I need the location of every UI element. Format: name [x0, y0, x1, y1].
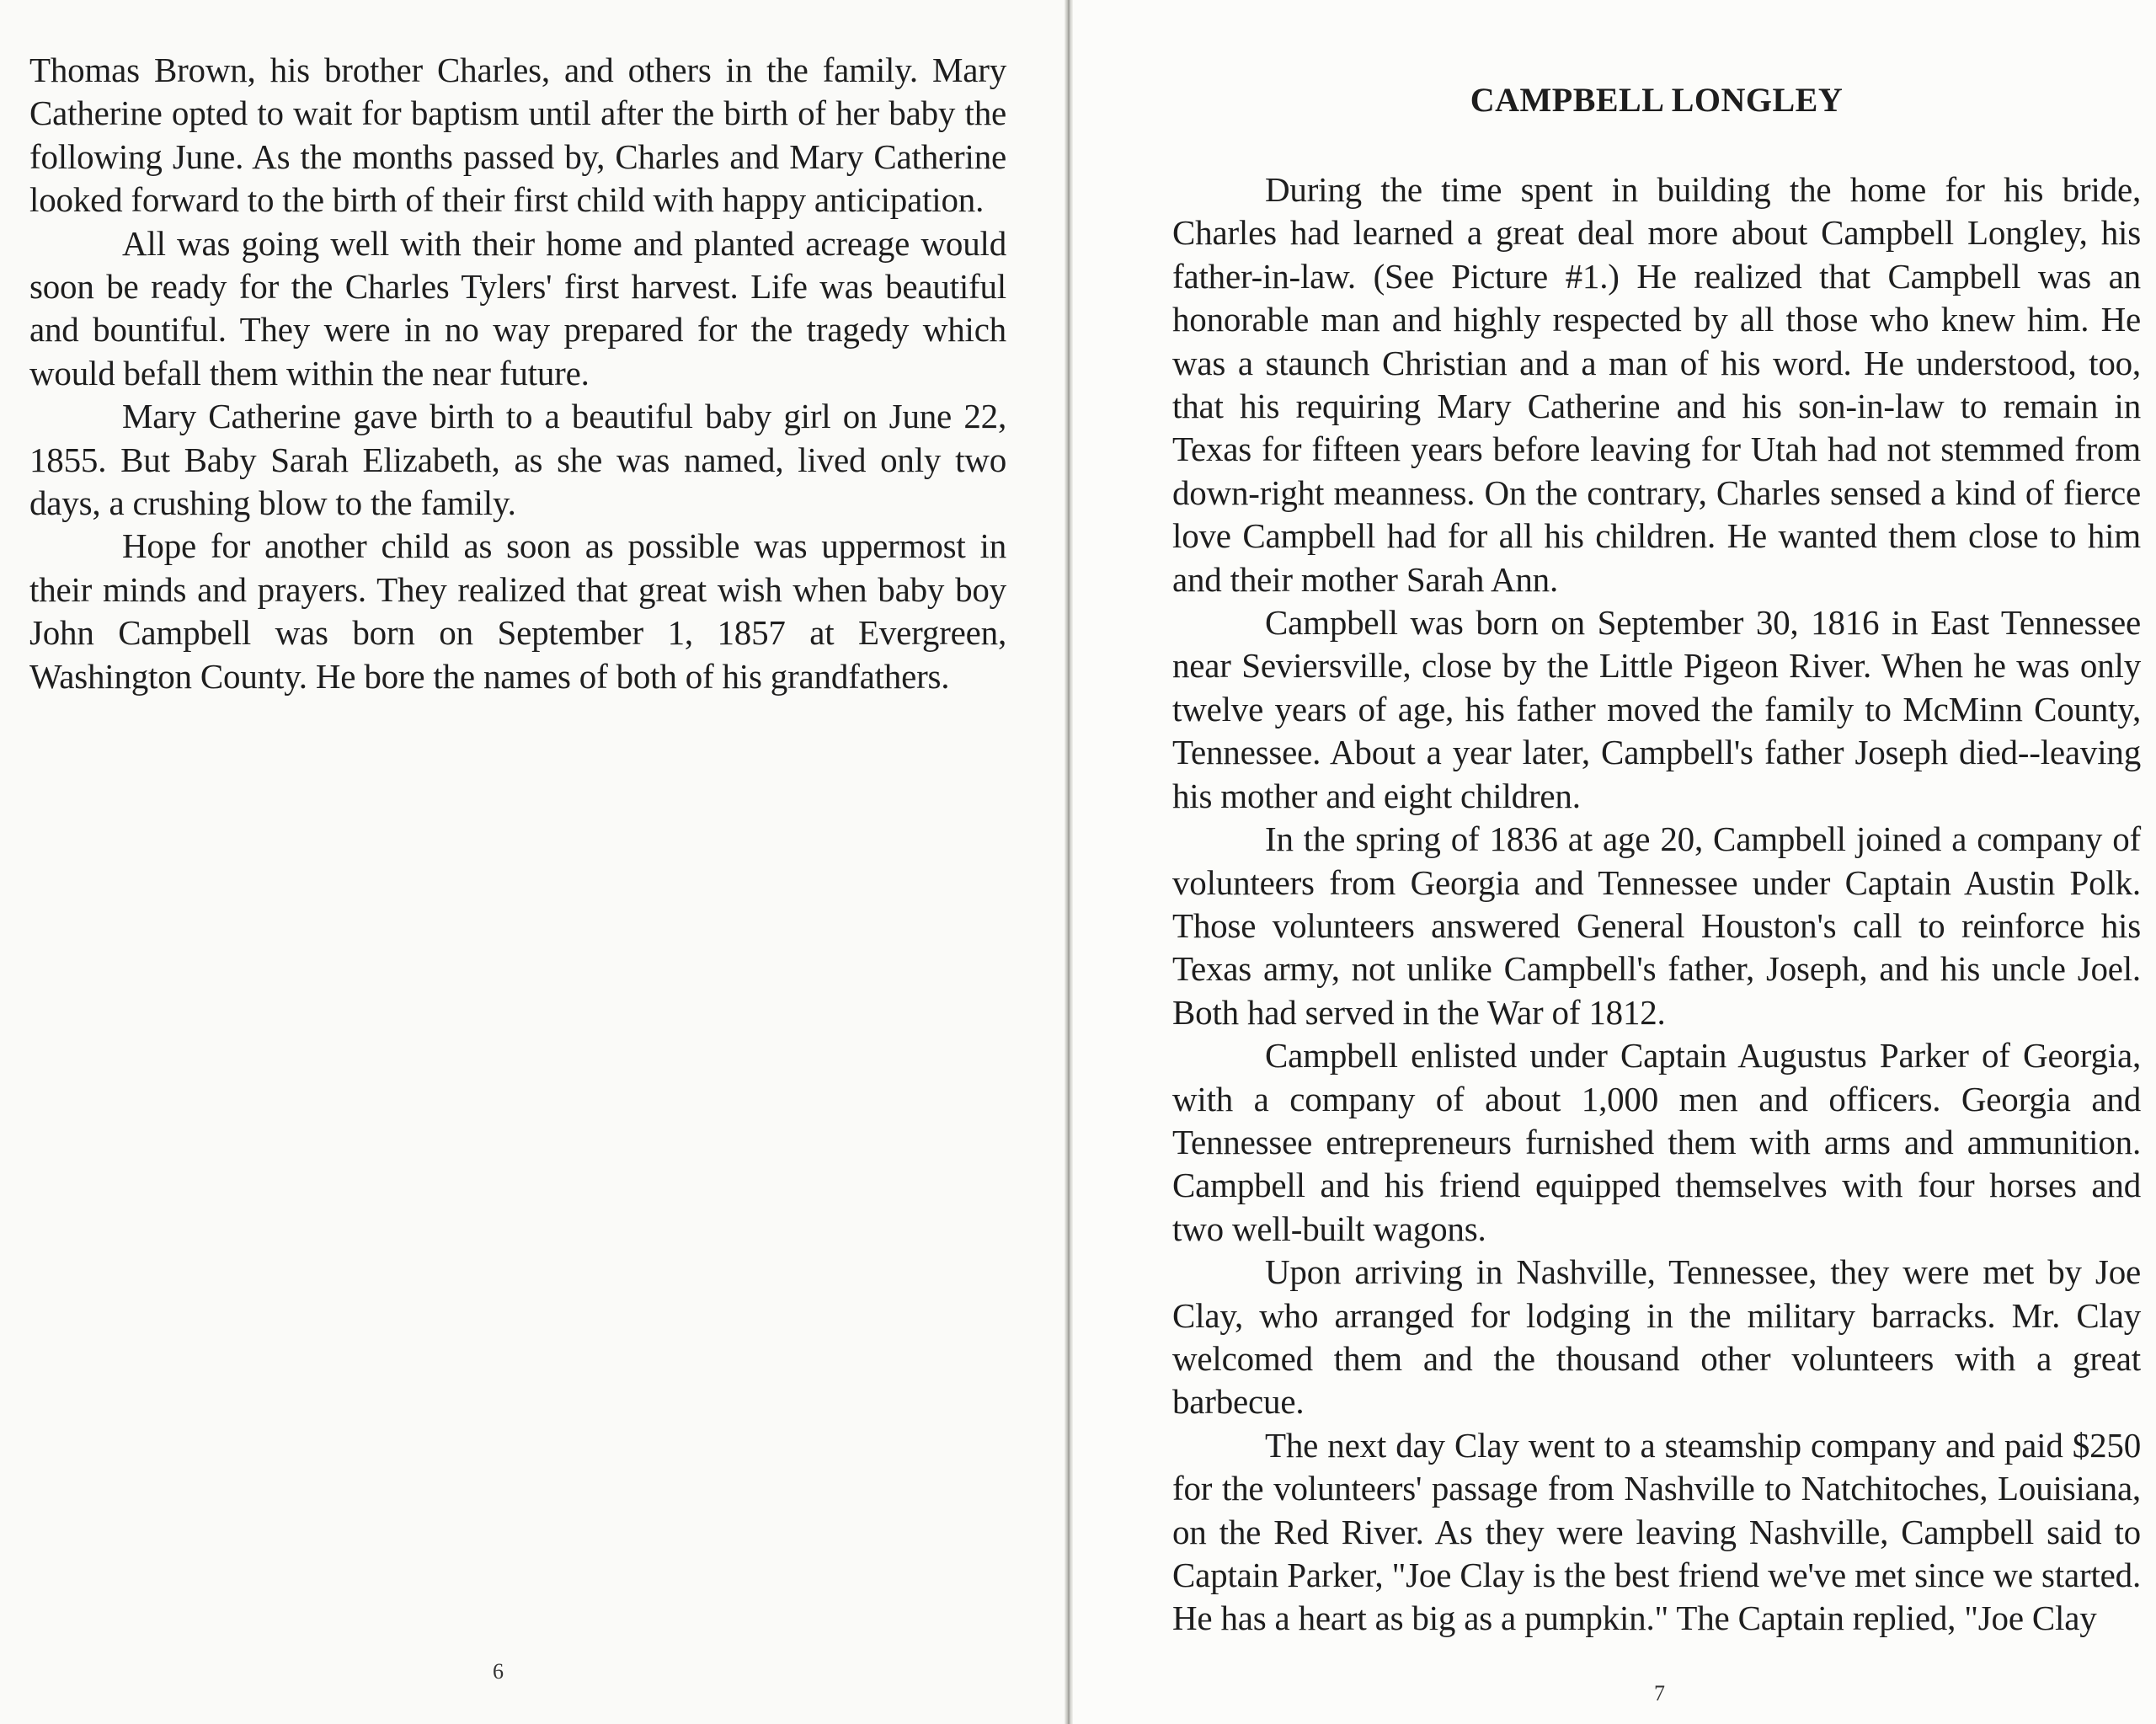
right-paragraph-5: Upon arriving in Nashville, Tennessee, they were met by Joe Clay, who arranged for lodging in the military barracks. Mr. Clay welcomed them and the thousand other volunteers with a great barbecue.	[1172, 1252, 2141, 1422]
left-paragraph-3: Mary Catherine gave birth to a beautiful baby girl on June 22, 1855. But Baby Sarah Elizabeth, as she was named, lived only two days, a crushing blow to the family.	[29, 397, 1006, 523]
left-page-body	[29, 49, 1006, 698]
right-paragraph-3: In the spring of 1836 at age 20, Campbell joined a company of volunteers from Georgia and Tennessee under Captain Austin Polk. Those volunteers answered General Houston's call to reinforce his Texas army, not unlike Campbell's father, Joseph, and his uncle Joel. Both had served in the War of 1812.	[1172, 819, 2141, 1032]
page-number-right: 7	[1654, 1681, 1665, 1705]
page-number-left: 6	[493, 1659, 504, 1684]
right-page-body	[1172, 168, 2141, 1641]
right-paragraph-6: The next day Clay went to a steamship company and paid $250 for the volunteers' passage from Nashville to Natchitoches, Louisiana, on the Red River. As they were leaving Nashville, Campbell said to Captain Parker, "Joe Clay is the best friend we've met since we started. He has a heart as big as a pumpkin." The Captain replied, "Joe Clay	[1172, 1425, 2141, 1638]
right-paragraph-1: During the time spent in building the home for his bride, Charles had learned a great deal more about Campbell Longley, his father-in-law. (See Picture #1.) He realized that Campbell was an honorable man and highly respected by all those who knew him. He was a staunch Christian and a man of his word. He understood, too, that his requiring Mary Catherine and his son-in-law to remain in Texas for fifteen years before leaving for Utah had not stemmed from down-right meanness. On the contrary, Charles sensed a kind of fierce love Campbell had for all his children. He wanted them close to him and their mother Sarah Ann.	[1172, 170, 2141, 599]
left-paragraph-4: Hope for another child as soon as possible was uppermost in their minds and prayers. They realized that great wish when baby boy John Campbell was born on September 1, 1857 at Evergreen, Washington County. He bore the names of both of his grandfathers.	[29, 526, 1006, 696]
left-paragraph-1: Thomas Brown, his brother Charles, and others in the family. Mary Catherine opted to wait for baptism until after the birth of her baby the following June. As the months passed by, Charles and Mary Catherine looked forward to the birth of their first child with happy anticipation.	[29, 51, 1006, 220]
right-paragraph-4: Campbell enlisted under Captain Augustus Parker of Georgia, with a company of about 1,000 men and officers. Georgia and Tennessee entrepreneurs furnished them with arms and ammunition. Campbell and his friend equipped themselves with four horses and two well-built wagons.	[1172, 1036, 2141, 1248]
book-gutter	[1065, 0, 1073, 1724]
left-paragraph-2: All was going well with their home and planted acreage would soon be ready for the Charles Tylers' first harvest. Life was beautiful and bountiful. They were in no way prepared for the tragedy which would befall them within the near future.	[29, 223, 1006, 392]
right-paragraph-2: Campbell was born on September 30, 1816 in East Tennessee near Seviersville, close by the Little Pigeon River. When he was only twelve years of age, his father moved the family to McMinn County, Tennessee. About a year later, Campbell's father Joseph died--leaving his mother and eight children.	[1172, 603, 2141, 815]
chapter-heading: CAMPBELL LONGLEY	[1470, 81, 1844, 119]
